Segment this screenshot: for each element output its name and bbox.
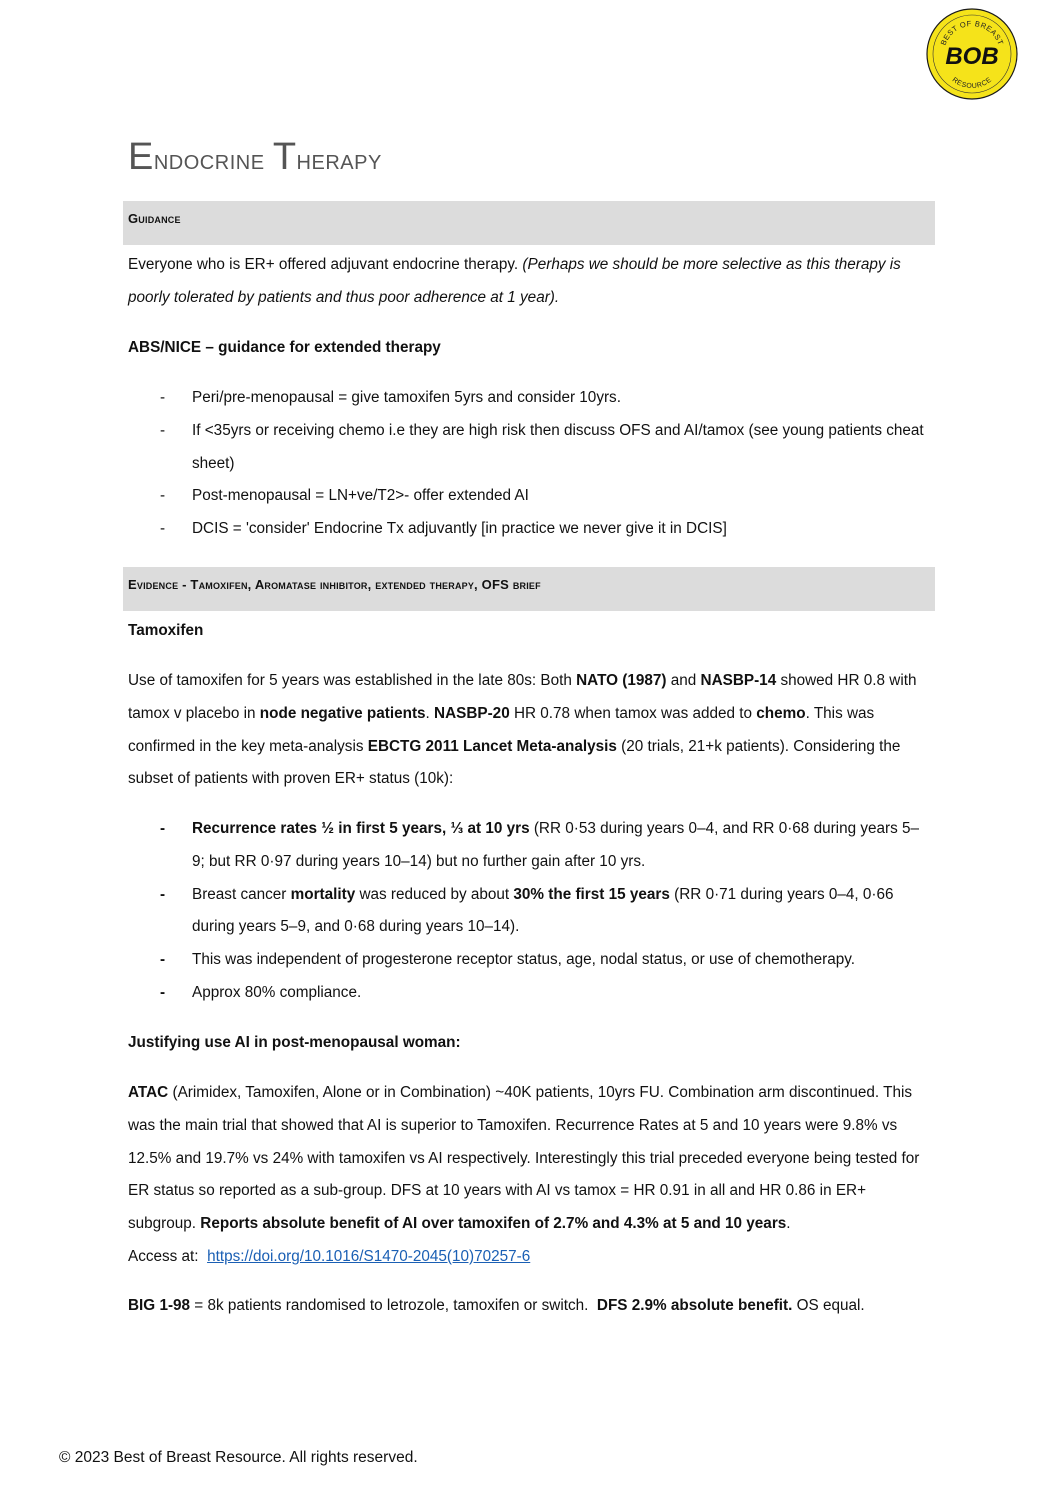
tamoxifen-list [128,813,928,1010]
bullet-dash: - [160,951,166,969]
atac-paragraph: ATAC (Arimidex, Tamoxifen, Alone or in Combination) ~40K patients, 10yrs FU. Combination arm discontinued. This was the main trial that showed that AI is superior to Tamoxifen. Recurrence Rates at 5 and 10 years were 9.8% vs 12.5% and 19.7% vs 24% with tamoxifen vs AI respectively. Interestingly this trial preceded everyone being tested for ER status so reported as a sub-group. DFS at 10 years with AI vs tamox = HR 0.91 in all and HR 0.86 in ER+ subgroup. Reports absolute benefit of AI over tamoxifen of 2.7% and 4.3% at 5 and 10 years. Access at: https://doi.org/10.1016/S1470-2045(10)70257-6 [128,1084,920,1265]
list-item: - Post-menopausal = LN+ve/T2>- offer extended AI [128,480,928,513]
page-title: Endocrine Therapy [128,136,382,178]
bob-logo [926,8,1018,100]
list-item: - Peri/pre-menopausal = give tamoxifen 5yrs and consider 10yrs. [128,382,928,415]
section-label: Guidance [128,211,181,226]
bullet-dash: - [160,820,166,837]
tamoxifen-paragraph: Use of tamoxifen for 5 years was established in the late 80s: Both NATO (1987) and NASBP-14 showed HR 0.8 with tamox v placebo in node negative patients. NASBP-20 HR 0.78 when tamox was added to chemo. This was confirmed in the key meta-analysis EBCTG 2011 Lancet Meta-analysis (20 trials, 21+k patients). Considering the subset of patients with proven ER+ status (10k): [128,672,917,788]
bullet-dash: - [160,421,166,439]
guidance-list [128,382,928,546]
ai-heading: Justifying use AI in post-menopausal woman: [128,1034,461,1051]
bullet-dash: - [160,389,166,406]
section-label: Evidence - Tamoxifen, Aromatase inhibitor, extended therapy, OFS brief [128,577,541,592]
logo-bottom-text: RESOURCE [950,76,994,91]
access-label: Access at: [128,1247,208,1265]
doi-link[interactable]: https://doi.org/10.1016/S1470-2045(10)70257-6 [207,1247,531,1265]
list-item: - This was independent of progesterone receptor status, age, nodal status, or use of chemotherapy. [128,944,928,977]
list-item: - Breast cancer mortality was reduced by about 30% the first 15 years (RR 0·71 during years 0–4, 0·66 during years 5–9, and 0·68 during years 10–14). [128,879,928,945]
logo-top-text: BEST OF BREAST [938,18,1006,47]
guidance-subheading: ABS/NICE – guidance for extended therapy [128,339,441,356]
guidance-intro: Everyone who is ER+ offered adjuvant endocrine therapy. (Perhaps we should be more selective as this therapy is poorly tolerated by patients and thus poor adherence at 1 year). [128,256,901,306]
footer-copyright: © 2023 Best of Breast Resource. All rights reserved. [59,1449,418,1466]
bullet-dash: - [160,520,166,538]
list-item: - DCIS = 'consider' Endocrine Tx adjuvantly [in practice we never give it in DCIS] [128,513,928,546]
tamoxifen-heading: Tamoxifen [128,622,204,639]
section-header-guidance [123,201,935,245]
bullet-dash: - [160,885,166,903]
bullet-dash: - [160,487,166,505]
list-item: - Recurrence rates ½ in first 5 years, ⅓ at 10 yrs (RR 0·53 during years 0–4, and RR 0·68 during years 5–9; but RR 0·97 during years 10–14) but no further gain after 10 yrs. [128,813,928,879]
logo-center-text: BOB [945,43,999,70]
big198-paragraph: BIG 1-98 = 8k patients randomised to letrozole, tamoxifen or switch. DFS 2.9% absolute benefit. OS equal. [128,1297,865,1314]
list-item: - If <35yrs or receiving chemo i.e they are high risk then discuss OFS and AI/tamox (see young patients cheat sheet) [128,415,928,481]
bullet-dash: - [160,983,166,1001]
list-item: - Approx 80% compliance. [128,977,928,1010]
section-header-evidence [123,567,935,611]
